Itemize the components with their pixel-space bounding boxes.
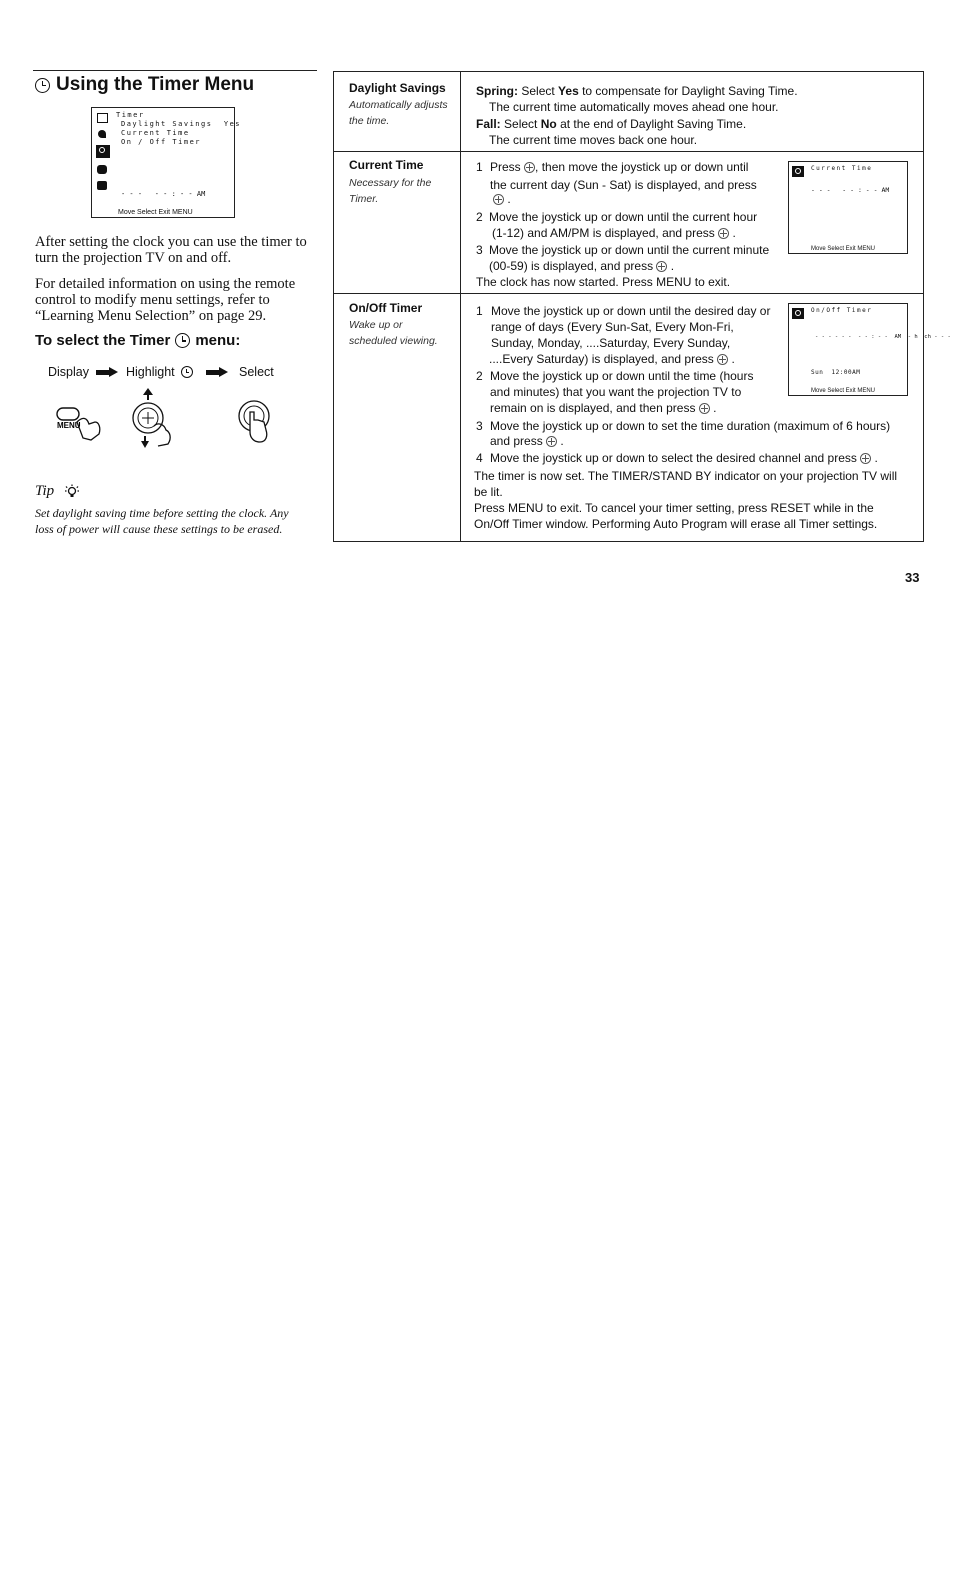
- step-number: 1: [476, 304, 483, 318]
- joystick-icon: [656, 261, 667, 272]
- joystick-icon: [717, 354, 728, 365]
- joystick-icon: [524, 162, 535, 173]
- onoff-timer-osd: [788, 303, 951, 396]
- step-text: Press , then move the joystick up or down until: [490, 160, 749, 174]
- flow-display: Display: [48, 365, 89, 379]
- setup-icon: [97, 165, 107, 174]
- joystick-icon: .: [493, 191, 511, 207]
- joystick-icon: [699, 403, 710, 414]
- joystick-hand-icon: [128, 386, 178, 448]
- row-subheading-current-time: Necessary for the Timer.: [349, 177, 432, 205]
- osd-title: Current Time: [811, 165, 873, 172]
- row-heading-daylight: Daylight Savings: [349, 81, 446, 95]
- step-number: 3: [476, 419, 483, 433]
- channel-icon: [97, 181, 107, 190]
- step-text: Move the joystick up or down until the current hour: [489, 210, 758, 224]
- light-bulb-icon: [64, 484, 80, 500]
- timer-icon: [792, 308, 804, 319]
- osd-line: Current Time: [121, 129, 190, 137]
- timer-exit-closing: Press MENU to exit. To cancel your timer setting, press RESET while in the On/Off Timer window. Performing Auto Program will erase all Timer settings.: [474, 501, 878, 531]
- clock-icon: [181, 366, 193, 378]
- osd-footer: Move Select Exit MENU: [811, 246, 876, 252]
- step-number: 3: [476, 243, 483, 257]
- joystick-icon: [546, 436, 557, 447]
- fall-detail: The current time moves back one hour.: [489, 133, 698, 147]
- step-text: and minutes) that you want the projection TV to: [490, 385, 742, 399]
- joystick-icon: [718, 228, 729, 239]
- step-text: ....Every Saturday) is displayed, and press .: [489, 352, 735, 366]
- intro-paragraph: After setting the clock you can use the timer to turn the projection TV on and off.: [35, 234, 307, 266]
- step-text: Sunday, Monday, ....Saturday, Every Sunday,: [491, 336, 731, 350]
- video-icon: [97, 113, 108, 123]
- title-rule: [33, 70, 317, 71]
- osd-time: Sun 12:00AM: [811, 369, 861, 376]
- step-number: 2: [476, 369, 483, 383]
- step-number: 1: [476, 160, 483, 174]
- table-row-divider: [333, 293, 924, 294]
- step-text: Move the joystick up or down until the time (hours: [490, 369, 754, 383]
- step-number: 2: [476, 210, 483, 224]
- step-text: and press .: [490, 434, 564, 448]
- subtitle: To select the Timer menu:: [35, 332, 241, 349]
- flow-select: Select: [239, 365, 274, 379]
- row-heading-onoff-timer: On/Off Timer: [349, 301, 423, 315]
- row-heading-current-time: Current Time: [349, 158, 424, 172]
- reference-paragraph: For detailed information on using the remote control to modify menu settings, refer to “Learning Menu Selection” on page 29.: [35, 276, 296, 324]
- osd-line: On / Off Timer: [121, 138, 202, 146]
- tip-text: Set daylight saving time before setting the clock. Any loss of power will cause these settings to be erased.: [35, 506, 289, 536]
- press-hand-icon: [236, 398, 276, 446]
- step-text: Move the joystick up or down to set the time duration (maximum of 6 hours): [490, 419, 891, 433]
- timer-menu-osd: [91, 107, 242, 218]
- osd-footer: Move Select Exit MENU: [118, 209, 193, 216]
- joystick-icon: [860, 453, 871, 464]
- timer-icon: [792, 166, 804, 177]
- step-text: (00-59) is displayed, and press .: [489, 259, 675, 273]
- timer-icon: [96, 145, 110, 158]
- step-text: remain on is displayed, and then press .: [490, 401, 717, 415]
- row-subheading-onoff-timer: Wake up or scheduled viewing.: [349, 319, 438, 347]
- arrow-right-icon: [206, 368, 228, 377]
- timer-set-closing: The timer is now set. The TIMER/STAND BY indicator on your projection TV will be lit.: [474, 469, 898, 499]
- table-column-divider: [460, 71, 461, 542]
- fall-line: Fall: Select No at the end of Daylight Saving Time.: [476, 117, 747, 131]
- page-title: Using the Timer Menu: [35, 74, 254, 96]
- step-text: the current day (Sun - Sat) is displayed, and press: [490, 178, 757, 192]
- step-text: Move the joystick up or down until the current minute: [489, 243, 770, 257]
- table-row-divider: [333, 151, 924, 152]
- step-text: Move the joystick up or down until the desired day or: [491, 304, 771, 318]
- current-time-osd: [788, 161, 908, 254]
- spring-line: Spring: Select Yes to compensate for Daylight Saving Time.: [476, 84, 798, 98]
- page-number: 33: [905, 570, 920, 585]
- menu-button-label: MENU: [57, 421, 81, 430]
- osd-line: Daylight Savings Yes: [121, 120, 242, 128]
- osd-value: - - - - - - - - : - - AM - h ch - - -: [815, 334, 951, 340]
- step-text: (1-12) and AM/PM is displayed, and press .: [492, 226, 736, 240]
- tip-heading: Tip: [35, 483, 80, 500]
- audio-icon: [98, 130, 106, 138]
- menu-button-hand-icon: [55, 398, 105, 442]
- spring-detail: The current time automatically moves ahead one hour.: [489, 100, 779, 114]
- osd-line: Timer: [116, 111, 145, 119]
- arrow-right-icon: [96, 368, 118, 377]
- osd-value: - - - - - : - - AM: [811, 186, 890, 194]
- current-time-closing: The clock has now started. Press MENU to exit.: [476, 275, 731, 289]
- flow-highlight: Highlight: [126, 365, 193, 379]
- clock-icon: [35, 78, 50, 93]
- osd-footer: Move Select Exit MENU: [811, 388, 876, 394]
- step-text: Move the joystick up or down to select the desired channel and press .: [490, 451, 878, 465]
- clock-icon: [175, 333, 190, 348]
- osd-line: - - - - - : - - AM: [121, 190, 206, 198]
- step-text: range of days (Every Sun-Sat, Every Mon-Fri,: [491, 320, 734, 334]
- osd-title: On/Off Timer: [811, 307, 873, 314]
- step-number: 4: [476, 451, 483, 465]
- row-subheading-daylight: Automatically adjusts the time.: [349, 99, 448, 127]
